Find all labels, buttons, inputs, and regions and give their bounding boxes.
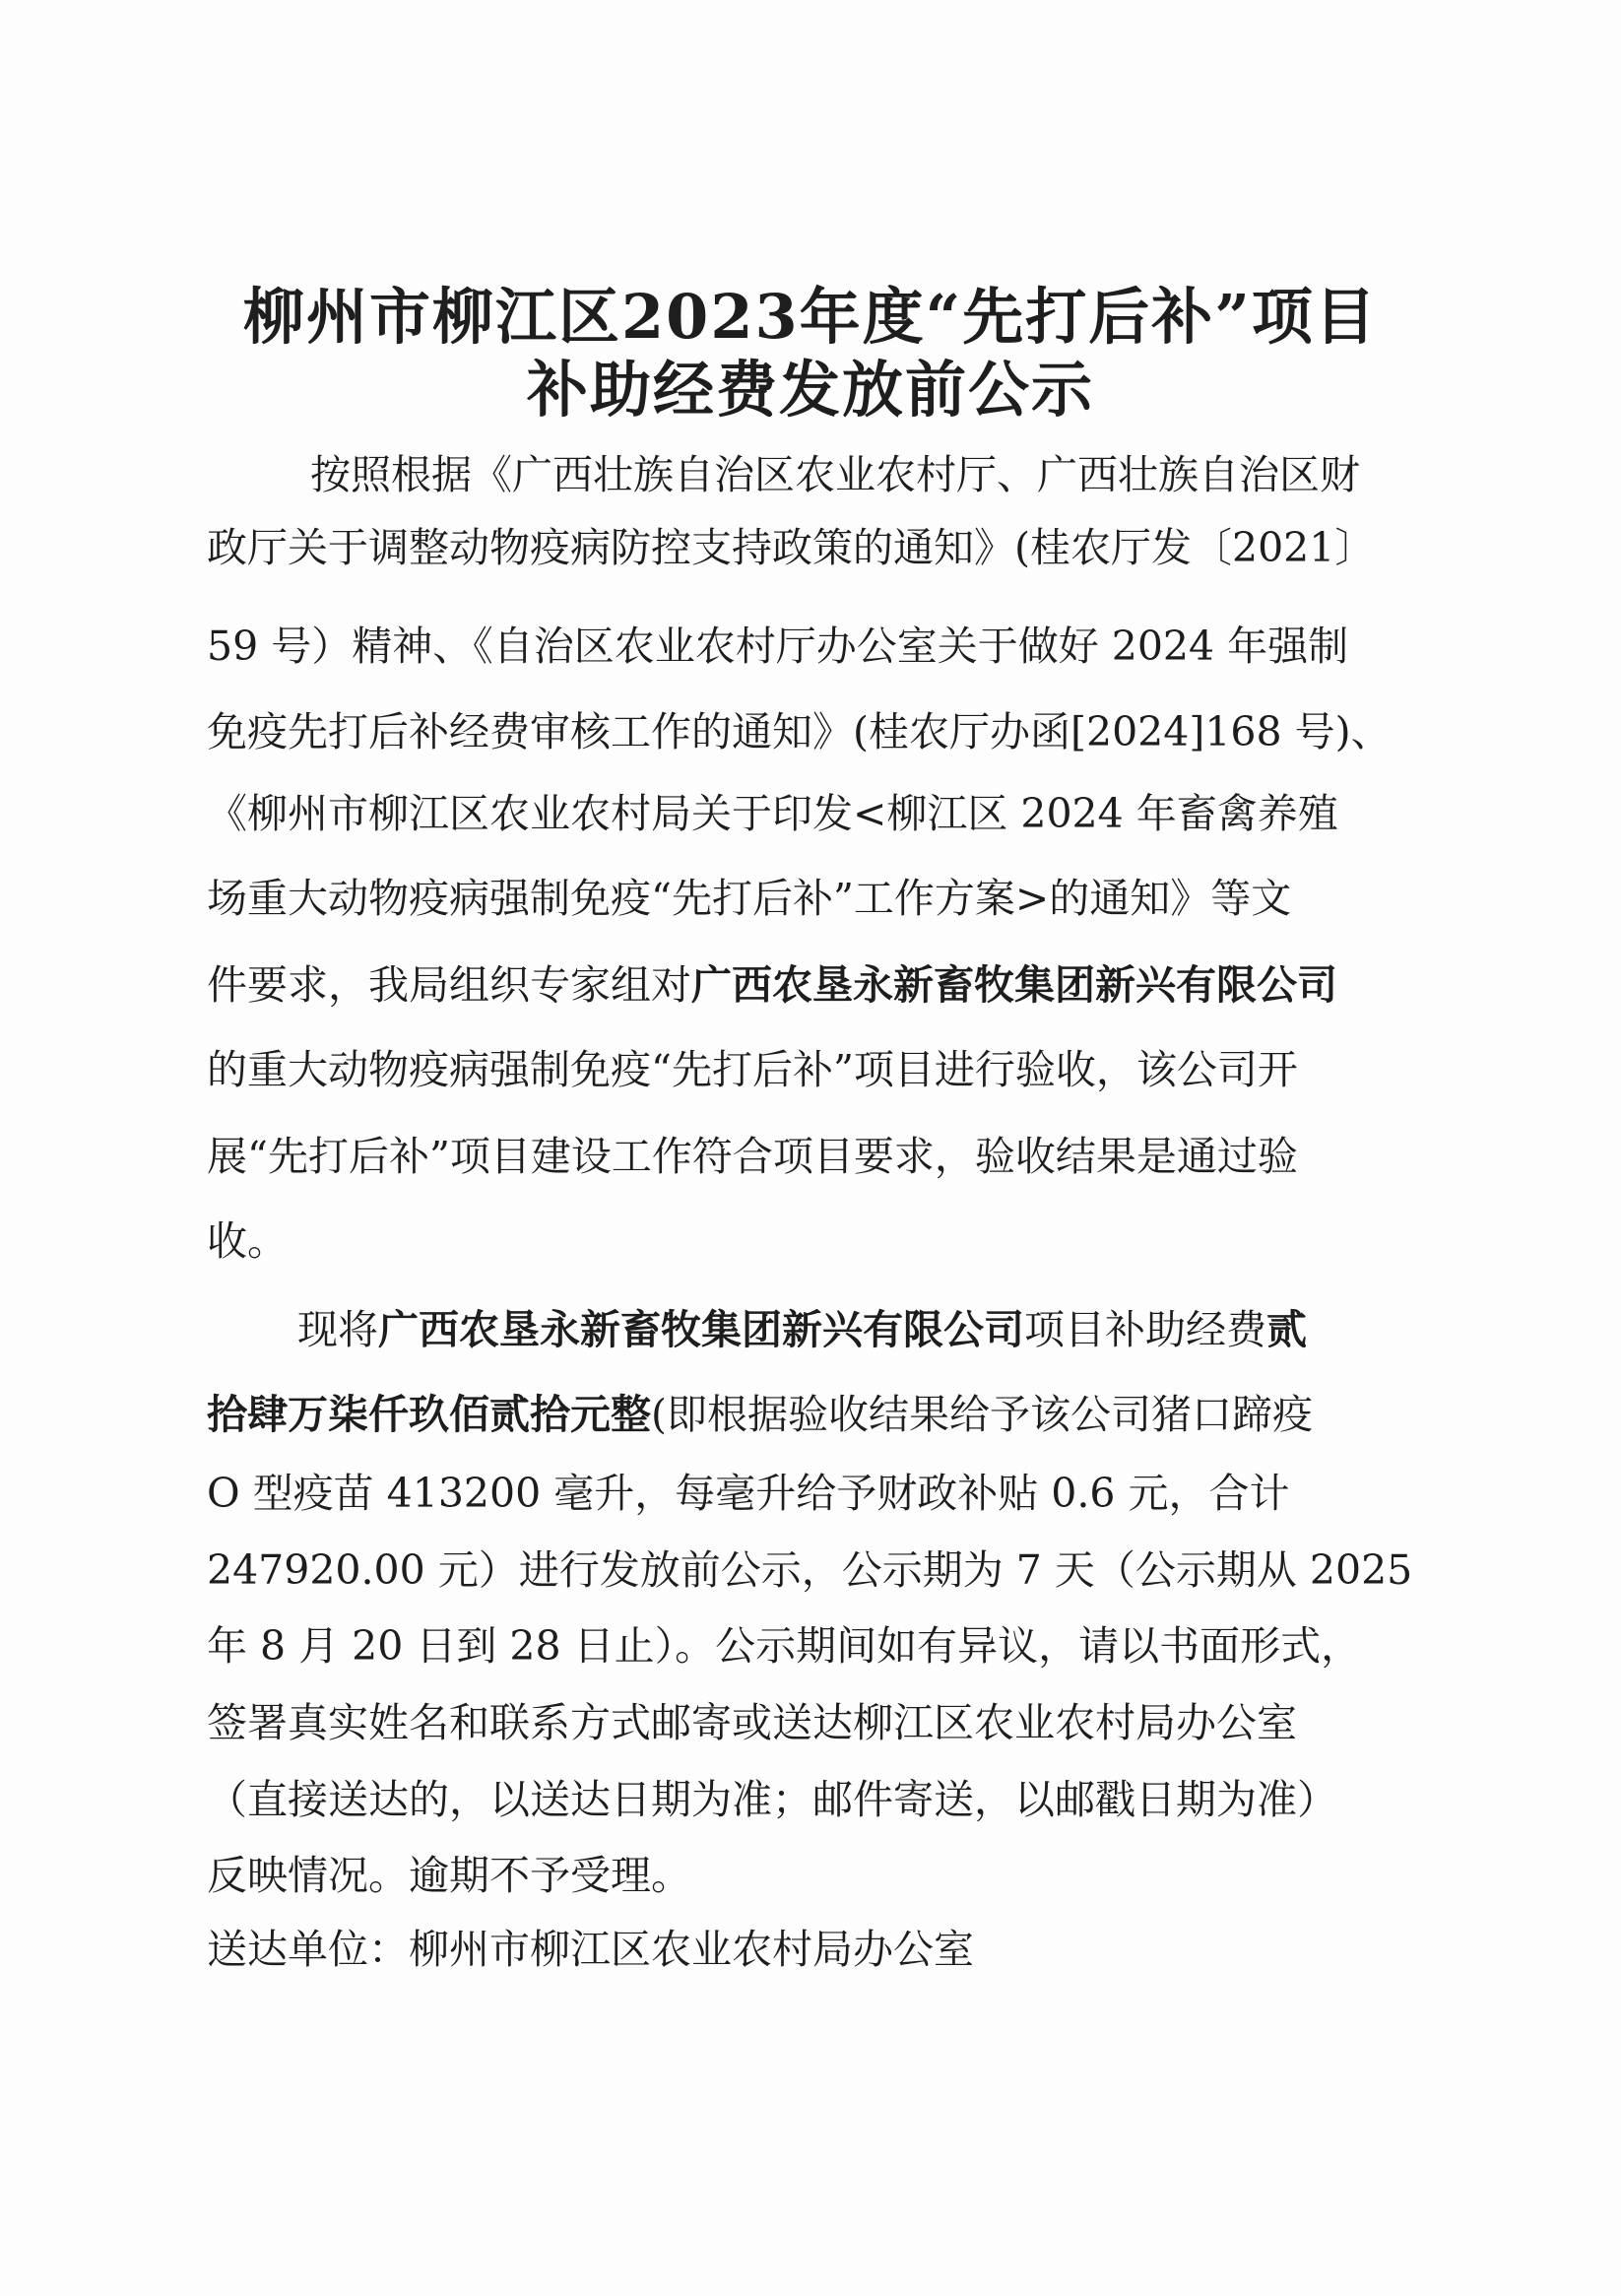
para2-line-3: O 型疫苗 413200 毫升，每毫升给予财政补贴 0.6 元，合计 (207, 1470, 1290, 1517)
para2-line-2-post: (即根据验收结果给予该公司猪口蹄疫 (651, 1391, 1313, 1438)
para1-line-10: 收。 (207, 1217, 288, 1265)
para2-line-6: 签署真实姓名和联系方式邮寄或送达柳江区农业农村局办公室 (207, 1699, 1297, 1746)
para1-line-5: 《柳州市柳江区农业农村局关于印发<柳江区 2024 年畜禽养殖 (207, 790, 1338, 837)
para2-line-5: 年 8 月 20 日到 28 日止）。公示期间如有异议，请以书面形式， (207, 1622, 1362, 1670)
amount-words-part-2: 拾肆万柒仟玖佰贰拾元整 (207, 1391, 651, 1438)
para2-line-1 (297, 1302, 1307, 1357)
document-title-line-2: 补助经费发放前公示 (526, 354, 1094, 426)
para2-line-7: （直接送达的，以送达日期为准；邮件寄送，以邮戳日期为准） (207, 1776, 1337, 1823)
para1-line-4: 免疫先打后补经费审核工作的通知》(桂农厅办函[2024]168 号)、 (207, 708, 1392, 755)
para1-line-2: 政厅关于调整动物疫病防控支持政策的通知》(桂农厅发〔2021〕 (207, 524, 1376, 571)
para2-line-2 (207, 1387, 1313, 1442)
company-name: 广西农垦永新畜牧集团新兴有限公司 (691, 961, 1337, 1009)
para2-line-1-post: 项目补助经费 (1024, 1306, 1266, 1353)
company-name-2: 广西农垦永新畜牧集团新兴有限公司 (378, 1306, 1024, 1353)
para2-line-8: 反映情况。逾期不予受理。 (207, 1852, 691, 1899)
para1-line-3: 59 号）精神、《自治区农业农村厅办公室关于做好 2024 年强制 (207, 623, 1349, 670)
para2-line-4: 247920.00 元）进行发放前公示，公示期为 7 天（公示期从 2025 (207, 1546, 1413, 1594)
para1-line-8: 的重大动物疫病强制免疫“先打后补”项目进行验收，该公司开 (207, 1046, 1298, 1093)
para2-line-1-pre: 现将 (297, 1306, 378, 1353)
para1-line-7-text: 件要求，我局组织专家组对 (207, 961, 691, 1009)
amount-words-part-1: 贰 (1266, 1306, 1307, 1353)
para1-line-6: 场重大动物疫病强制免疫“先打后补”工作方案>的通知》等文 (207, 875, 1292, 922)
para1-line-7 (207, 957, 1337, 1013)
para1-line-9: 展“先打后补”项目建设工作符合项目要求，验收结果是通过验 (207, 1133, 1298, 1180)
delivery-unit (207, 1922, 974, 1977)
para1-line-1: 按照根据《广西壮族自治区农业农村厅、广西壮族自治区财 (310, 451, 1360, 498)
delivery-unit-value: 柳州市柳江区农业农村局办公室 (409, 1926, 974, 1973)
delivery-unit-label: 送达单位： (207, 1926, 409, 1973)
document-title-line-1: 柳州市柳江区2023年度“先打后补”项目 (243, 281, 1378, 353)
